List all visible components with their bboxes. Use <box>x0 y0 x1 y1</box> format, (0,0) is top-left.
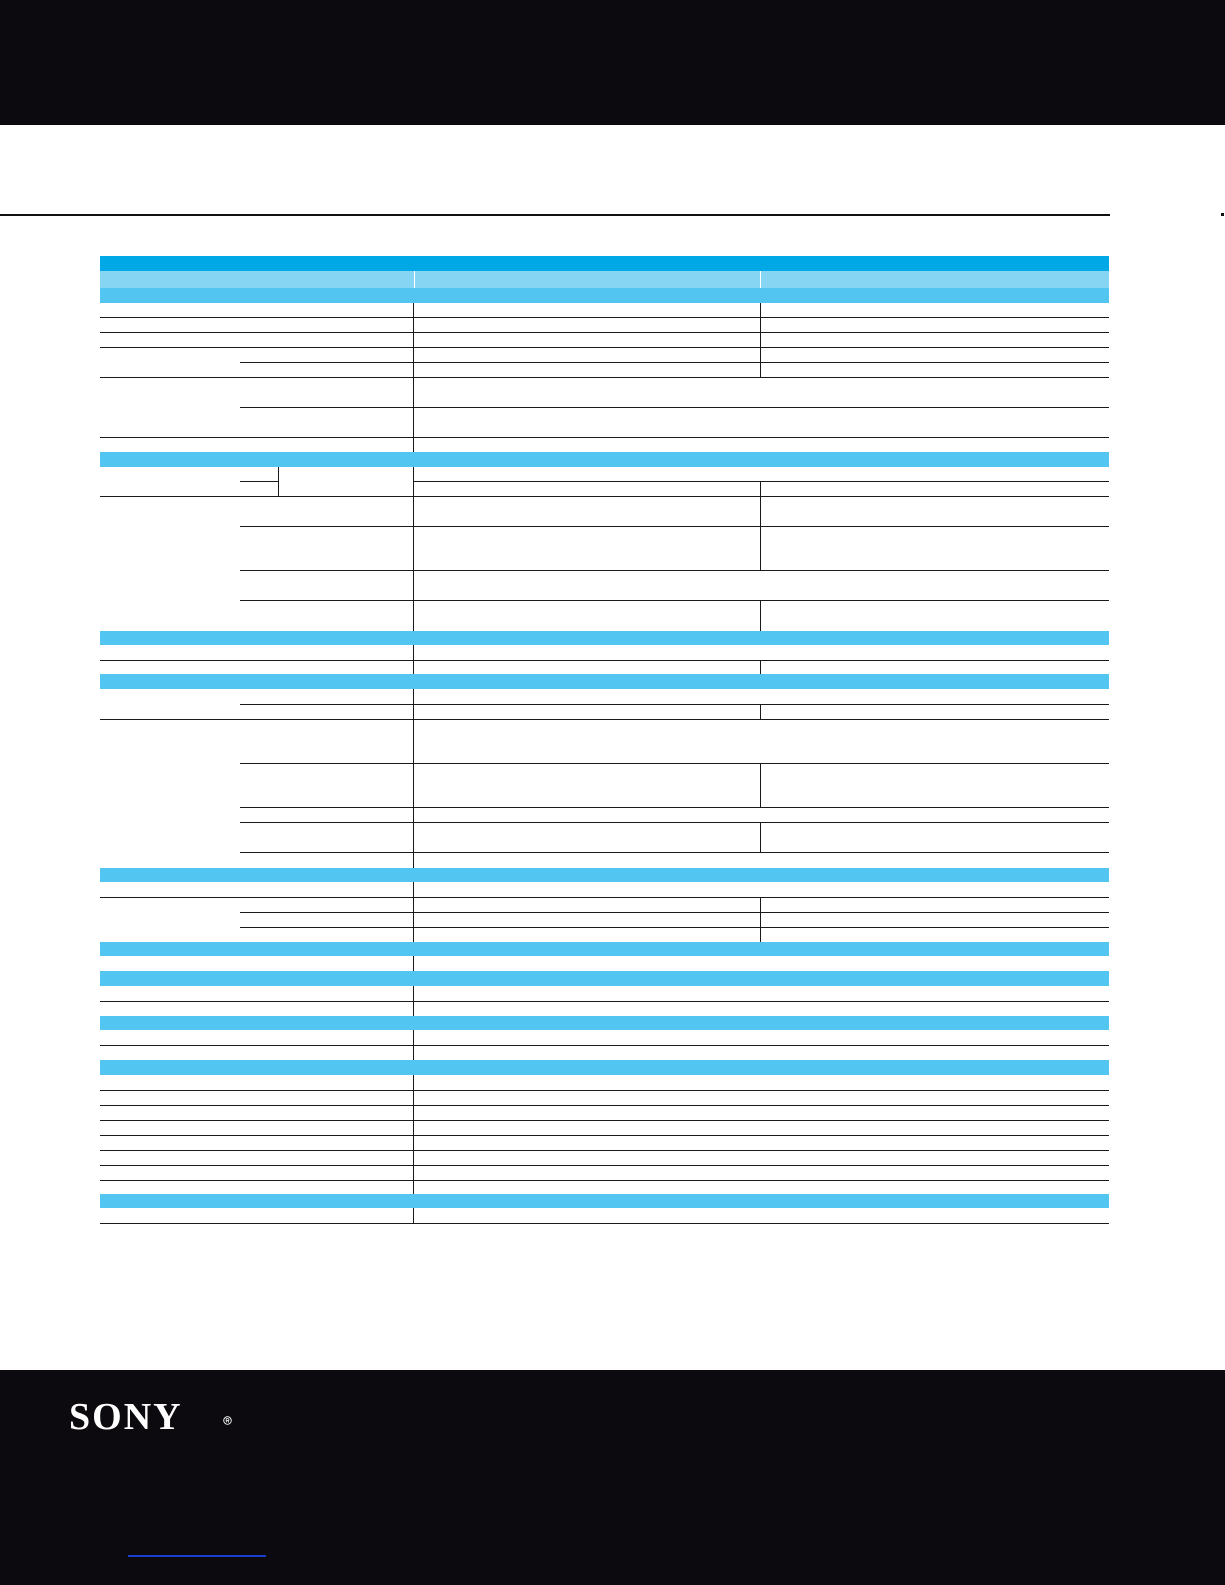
row-rule <box>100 1165 1109 1166</box>
row-rule <box>100 719 1109 720</box>
section-bar <box>100 288 1109 303</box>
row-rule <box>100 317 1109 318</box>
row-rule <box>100 897 1109 898</box>
spec-table-title-bar <box>100 256 1109 271</box>
footer-link[interactable] <box>128 1555 266 1557</box>
row-rule <box>240 807 1109 808</box>
row-rule <box>100 660 1109 661</box>
spec-table <box>100 256 1109 1231</box>
spec-table-header-row <box>100 271 1109 288</box>
row-rule <box>100 1223 1109 1224</box>
header-rule-mark <box>1221 213 1224 216</box>
row-rule <box>240 912 1109 913</box>
section-bar <box>100 452 1109 467</box>
sony-logo <box>69 1397 239 1437</box>
column-divider <box>413 303 414 452</box>
row-rule <box>100 1180 1109 1181</box>
model-divider <box>760 704 761 719</box>
row-rule <box>414 481 1109 482</box>
row-rule <box>100 437 1109 438</box>
row-rule <box>100 1045 1109 1046</box>
row-rule <box>240 600 1109 601</box>
model-divider <box>760 600 761 631</box>
header-divider <box>760 271 761 288</box>
column-divider <box>413 882 414 942</box>
model-divider <box>760 763 761 807</box>
model-divider <box>760 481 761 570</box>
header-rule <box>0 214 1110 216</box>
section-bar <box>100 631 1109 645</box>
row-rule <box>100 1105 1109 1106</box>
row-rule <box>240 570 1109 571</box>
row-rule <box>100 496 1109 497</box>
row-rule <box>100 1150 1109 1151</box>
row-rule <box>240 852 1109 853</box>
section-bar <box>100 674 1109 689</box>
row-rule <box>240 526 1109 527</box>
row-rule <box>100 377 1109 378</box>
header-band <box>0 0 1225 125</box>
column-divider <box>413 1208 414 1224</box>
row-rule <box>100 347 1109 348</box>
row-rule <box>240 407 1109 408</box>
model-divider <box>760 660 761 674</box>
subcell-divider <box>278 467 279 496</box>
logo-wordmark: SONY <box>69 1396 183 1438</box>
model-divider <box>760 897 761 942</box>
row-rule <box>100 332 1109 333</box>
section-bar <box>100 1060 1109 1075</box>
header-band-corner <box>1213 119 1225 125</box>
registered-mark-icon <box>223 1416 232 1425</box>
row-rule <box>240 927 1109 928</box>
column-divider <box>413 1075 414 1194</box>
section-bar <box>100 868 1109 882</box>
row-rule <box>240 822 1109 823</box>
header-divider <box>414 271 415 288</box>
column-divider <box>413 467 414 631</box>
section-bar <box>100 1016 1109 1030</box>
row-rule <box>240 704 1109 705</box>
row-rule <box>100 1090 1109 1091</box>
section-bar <box>100 971 1109 986</box>
section-bar <box>100 1194 1109 1208</box>
column-divider <box>413 689 414 868</box>
row-rule <box>100 1120 1109 1121</box>
row-rule <box>100 1001 1109 1002</box>
section-bar <box>100 942 1109 956</box>
column-divider <box>413 645 414 674</box>
column-divider <box>413 956 414 971</box>
row-rule <box>240 362 1109 363</box>
row-rule <box>240 481 278 482</box>
column-divider <box>413 986 414 1016</box>
model-divider <box>760 303 761 377</box>
row-rule <box>240 763 1109 764</box>
row-rule <box>100 1135 1109 1136</box>
model-divider <box>760 822 761 852</box>
column-divider <box>413 1030 414 1060</box>
